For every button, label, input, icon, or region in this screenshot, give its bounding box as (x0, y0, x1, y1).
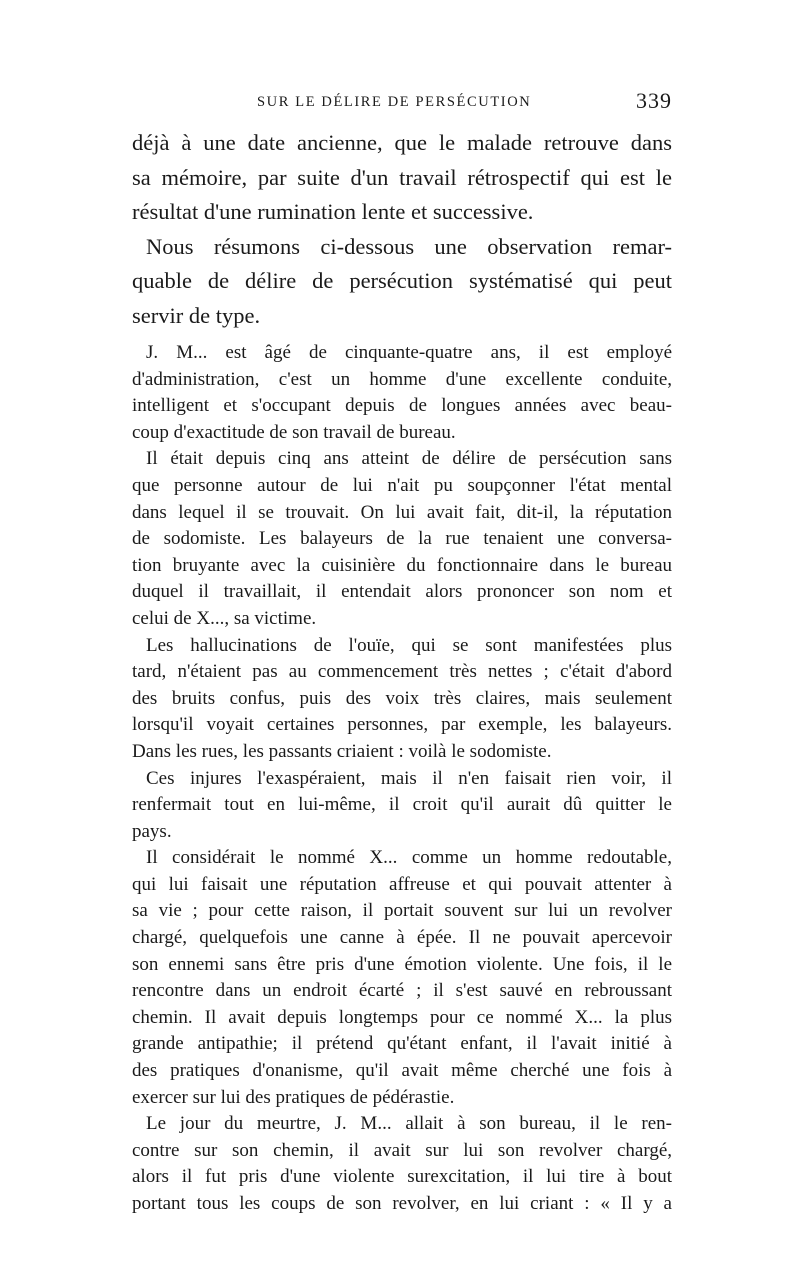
intro-text (132, 126, 672, 334)
text-line: celui de X..., sa victime. (132, 607, 317, 629)
text-line: chemin. Il avait depuis longtemps pour ce nommé X... la plus (132, 1006, 672, 1028)
text-line: coup d'exactitude de son travail de bureau. (132, 421, 456, 443)
text-line: grande antipathie; il prétend qu'étant enfant, il l'avait initié à (132, 1033, 672, 1055)
text-line: son ennemi sans être pris d'une émotion violente. Une fois, il le (132, 953, 672, 975)
text-line: intelligent et s'occupant depuis de longues années avec beau- (132, 395, 672, 417)
text-line: alors il fut pris d'une violente surexcitation, il lui tire à bout (132, 1166, 672, 1188)
page-number: 339 (636, 88, 672, 113)
observation-text (132, 340, 672, 1218)
text-line: quable de délire de persécution systématisé qui peut (132, 268, 672, 294)
text-line: que personne autour de lui n'ait pu soupçonner l'état mental (132, 474, 672, 496)
text-line: exercer sur lui des pratiques de pédérastie. (132, 1086, 455, 1108)
running-head (142, 88, 672, 116)
text-line: des bruits confus, puis des voix très claires, mais seulement (132, 687, 672, 709)
text-line: Ces injures l'exaspéraient, mais il n'en faisait rien voir, il (146, 767, 672, 789)
text-line: J. M... est âgé de cinquante-quatre ans, il est employé (146, 342, 672, 363)
text-line: tard, n'étaient pas au commencement très nettes ; c'était d'abord (132, 661, 672, 683)
text-line: sa mémoire, par suite d'un travail rétrospectif qui est le (132, 164, 672, 190)
text-line: Il était depuis cinq ans atteint de délire de persécution sans (146, 448, 672, 470)
text-line: dans lequel il se trouvait. On lui avait fait, dit-il, la réputation (132, 501, 672, 523)
text-line: Dans les rues, les passants criaient : voilà le sodomiste. (132, 740, 552, 762)
text-line: sa vie ; pour cette raison, il portait souvent sur lui un revolver (132, 900, 672, 922)
text-line: Les hallucinations de l'ouïe, qui se sont manifestées plus (146, 634, 672, 656)
text-line: renfermait tout en lui-même, il croit qu'il aurait dû quitter le (132, 794, 672, 816)
text-line: pays. (132, 820, 172, 842)
text-line: rencontre dans un endroit écarté ; il s'est sauvé en rebroussant (132, 980, 672, 1002)
text-line: Nous résumons ci-dessous une observation remar- (146, 233, 672, 259)
text-line: de sodomiste. Les balayeurs de la rue tenaient une conversa- (132, 528, 672, 550)
running-head-title: SUR LE DÉLIRE DE PERSÉCUTION (257, 94, 532, 110)
text-line: chargé, quelquefois une canne à épée. Il ne pouvait apercevoir (132, 927, 672, 949)
text-line: tion bruyante avec la cuisinière du fonctionnaire dans le bureau (132, 554, 672, 576)
text-line: qui lui faisait une réputation affreuse et qui pouvait attenter à (132, 873, 672, 895)
text-line: Le jour du meurtre, J. M... allait à son bureau, il le ren- (146, 1113, 672, 1135)
text-line: des pratiques d'onanisme, qu'il avait même cherché une fois à (132, 1060, 672, 1082)
text-line: d'administration, c'est un homme d'une excellente conduite, (132, 368, 672, 390)
text-line: portant tous les coups de son revolver, en lui criant : « Il y a (132, 1193, 672, 1214)
text-line: servir de type. (132, 302, 261, 328)
text-line: contre sur son chemin, il avait sur lui son revolver chargé, (132, 1139, 672, 1161)
text-line: déjà à une date ancienne, que le malade retrouve dans (132, 130, 672, 155)
text-line: Il considérait le nommé X... comme un homme redoutable, (146, 847, 672, 869)
text-line: lorsqu'il voyait certaines personnes, par exemple, les balayeurs. (132, 714, 672, 736)
text-line: duquel il travaillait, il entendait alors prononcer son nom et (132, 581, 672, 603)
text-line: résultat d'une rumination lente et successive. (132, 199, 534, 225)
